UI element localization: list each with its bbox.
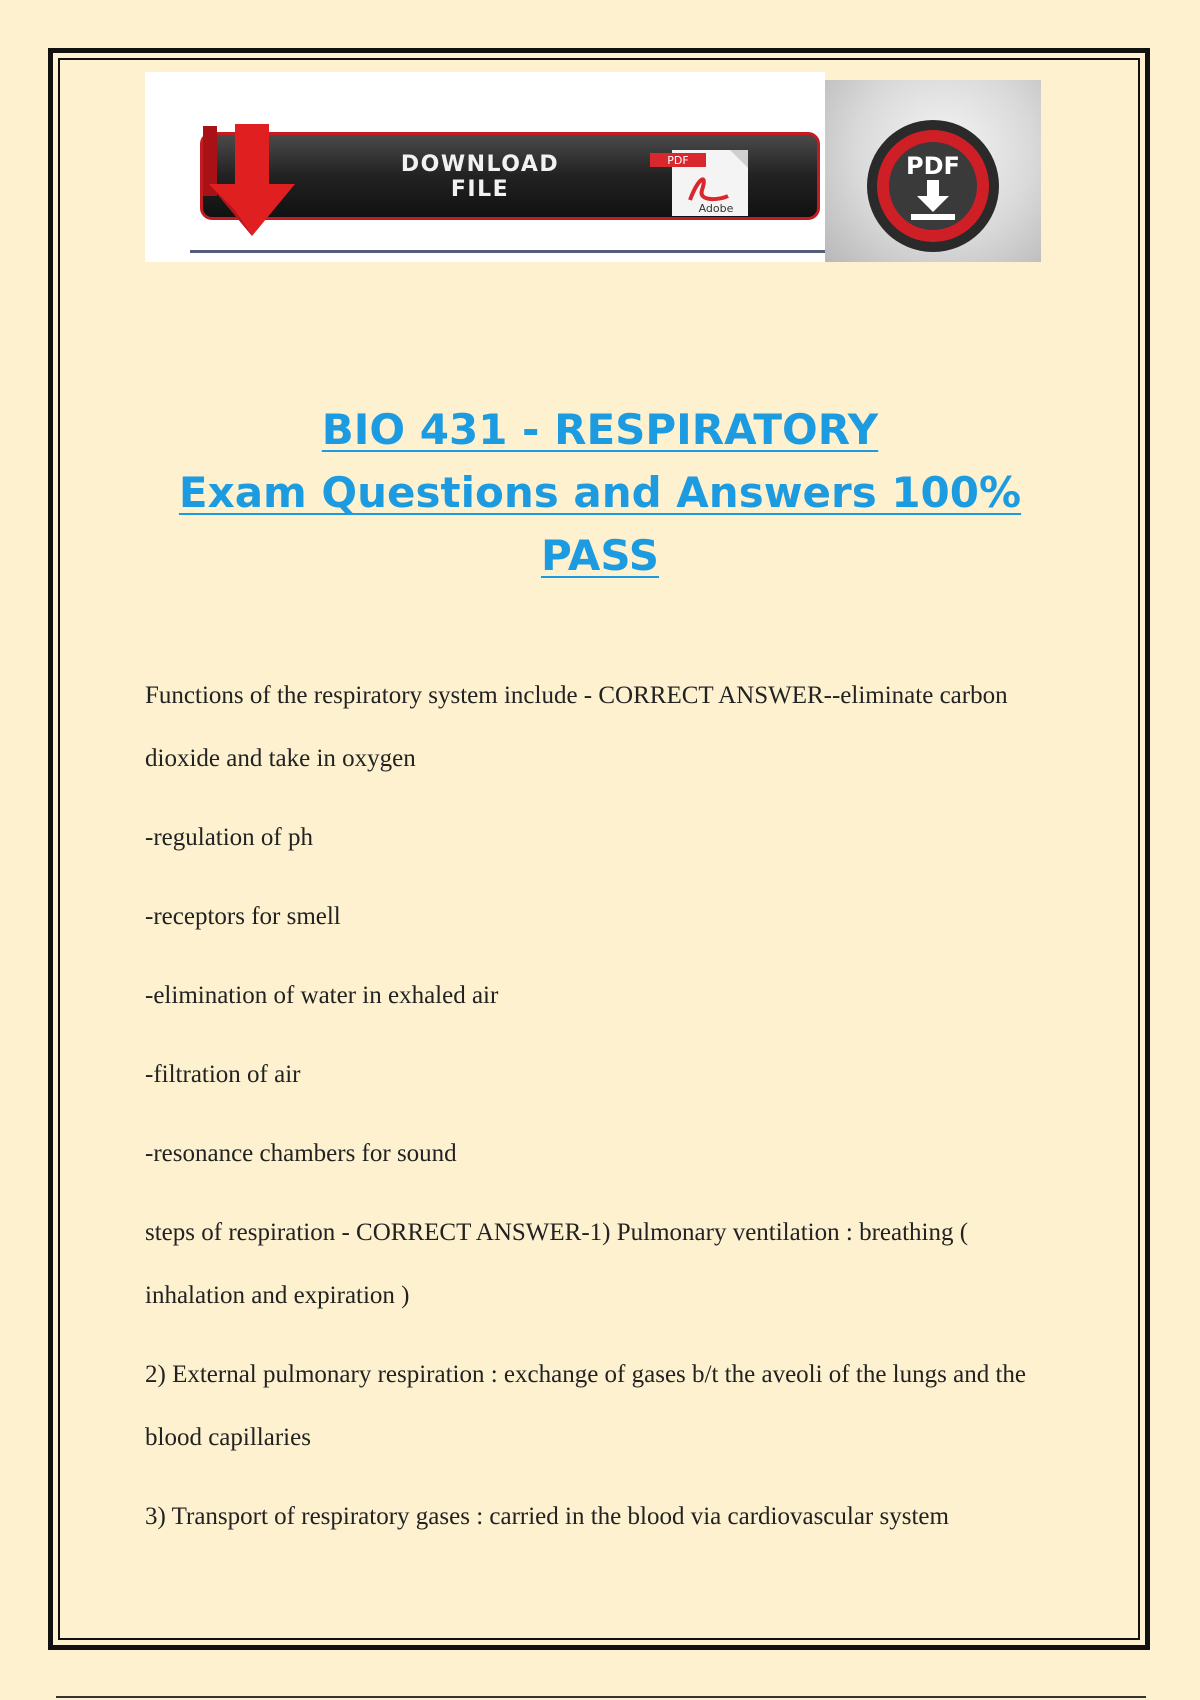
download-label-line2: FILE	[450, 177, 510, 202]
download-arrow-icon	[197, 124, 307, 239]
adobe-badge-text: PDF	[667, 154, 689, 167]
paragraph-functions: Functions of the respiratory system include - CORRECT ANSWER--eliminate carbon dioxide and take in oxygen	[145, 682, 1008, 772]
list-item: 3) Transport of respiratory gases : carried in the blood via cardiovascular system	[145, 1503, 949, 1530]
adobe-pdf-icon	[650, 150, 750, 216]
download-file-label[interactable]	[360, 152, 600, 202]
download-label-line1: DOWNLOAD	[400, 152, 560, 177]
document-title	[100, 398, 1100, 587]
pdf-download-tile[interactable]	[825, 80, 1041, 262]
list-item: -filtration of air	[145, 1061, 301, 1088]
title-line-2: Exam Questions and Answers 100%	[178, 468, 1022, 517]
list-item: -receptors for smell	[145, 903, 341, 930]
list-item: 2) External pulmonary respiration : exchange of gases b/t the aveoli of the lungs and the blood capillaries	[145, 1361, 1026, 1451]
adobe-label-text: Adobe	[698, 202, 734, 215]
banner-underline	[190, 250, 825, 253]
document-body	[145, 664, 1065, 1548]
download-banner[interactable]	[145, 72, 825, 262]
pdf-download-icon[interactable]	[863, 116, 1003, 256]
bottom-divider	[56, 1696, 1146, 1698]
list-item: -elimination of water in exhaled air	[145, 982, 499, 1009]
title-line-3: PASS	[540, 531, 660, 580]
list-item: -regulation of ph	[145, 824, 314, 851]
paragraph-steps: steps of respiration - CORRECT ANSWER-1) Pulmonary ventilation : breathing ( inhalation and expiration )	[145, 1219, 969, 1309]
list-item: -resonance chambers for sound	[145, 1140, 457, 1167]
pdf-button-label: PDF	[906, 152, 960, 180]
title-line-1: BIO 431 - RESPIRATORY	[321, 405, 879, 454]
